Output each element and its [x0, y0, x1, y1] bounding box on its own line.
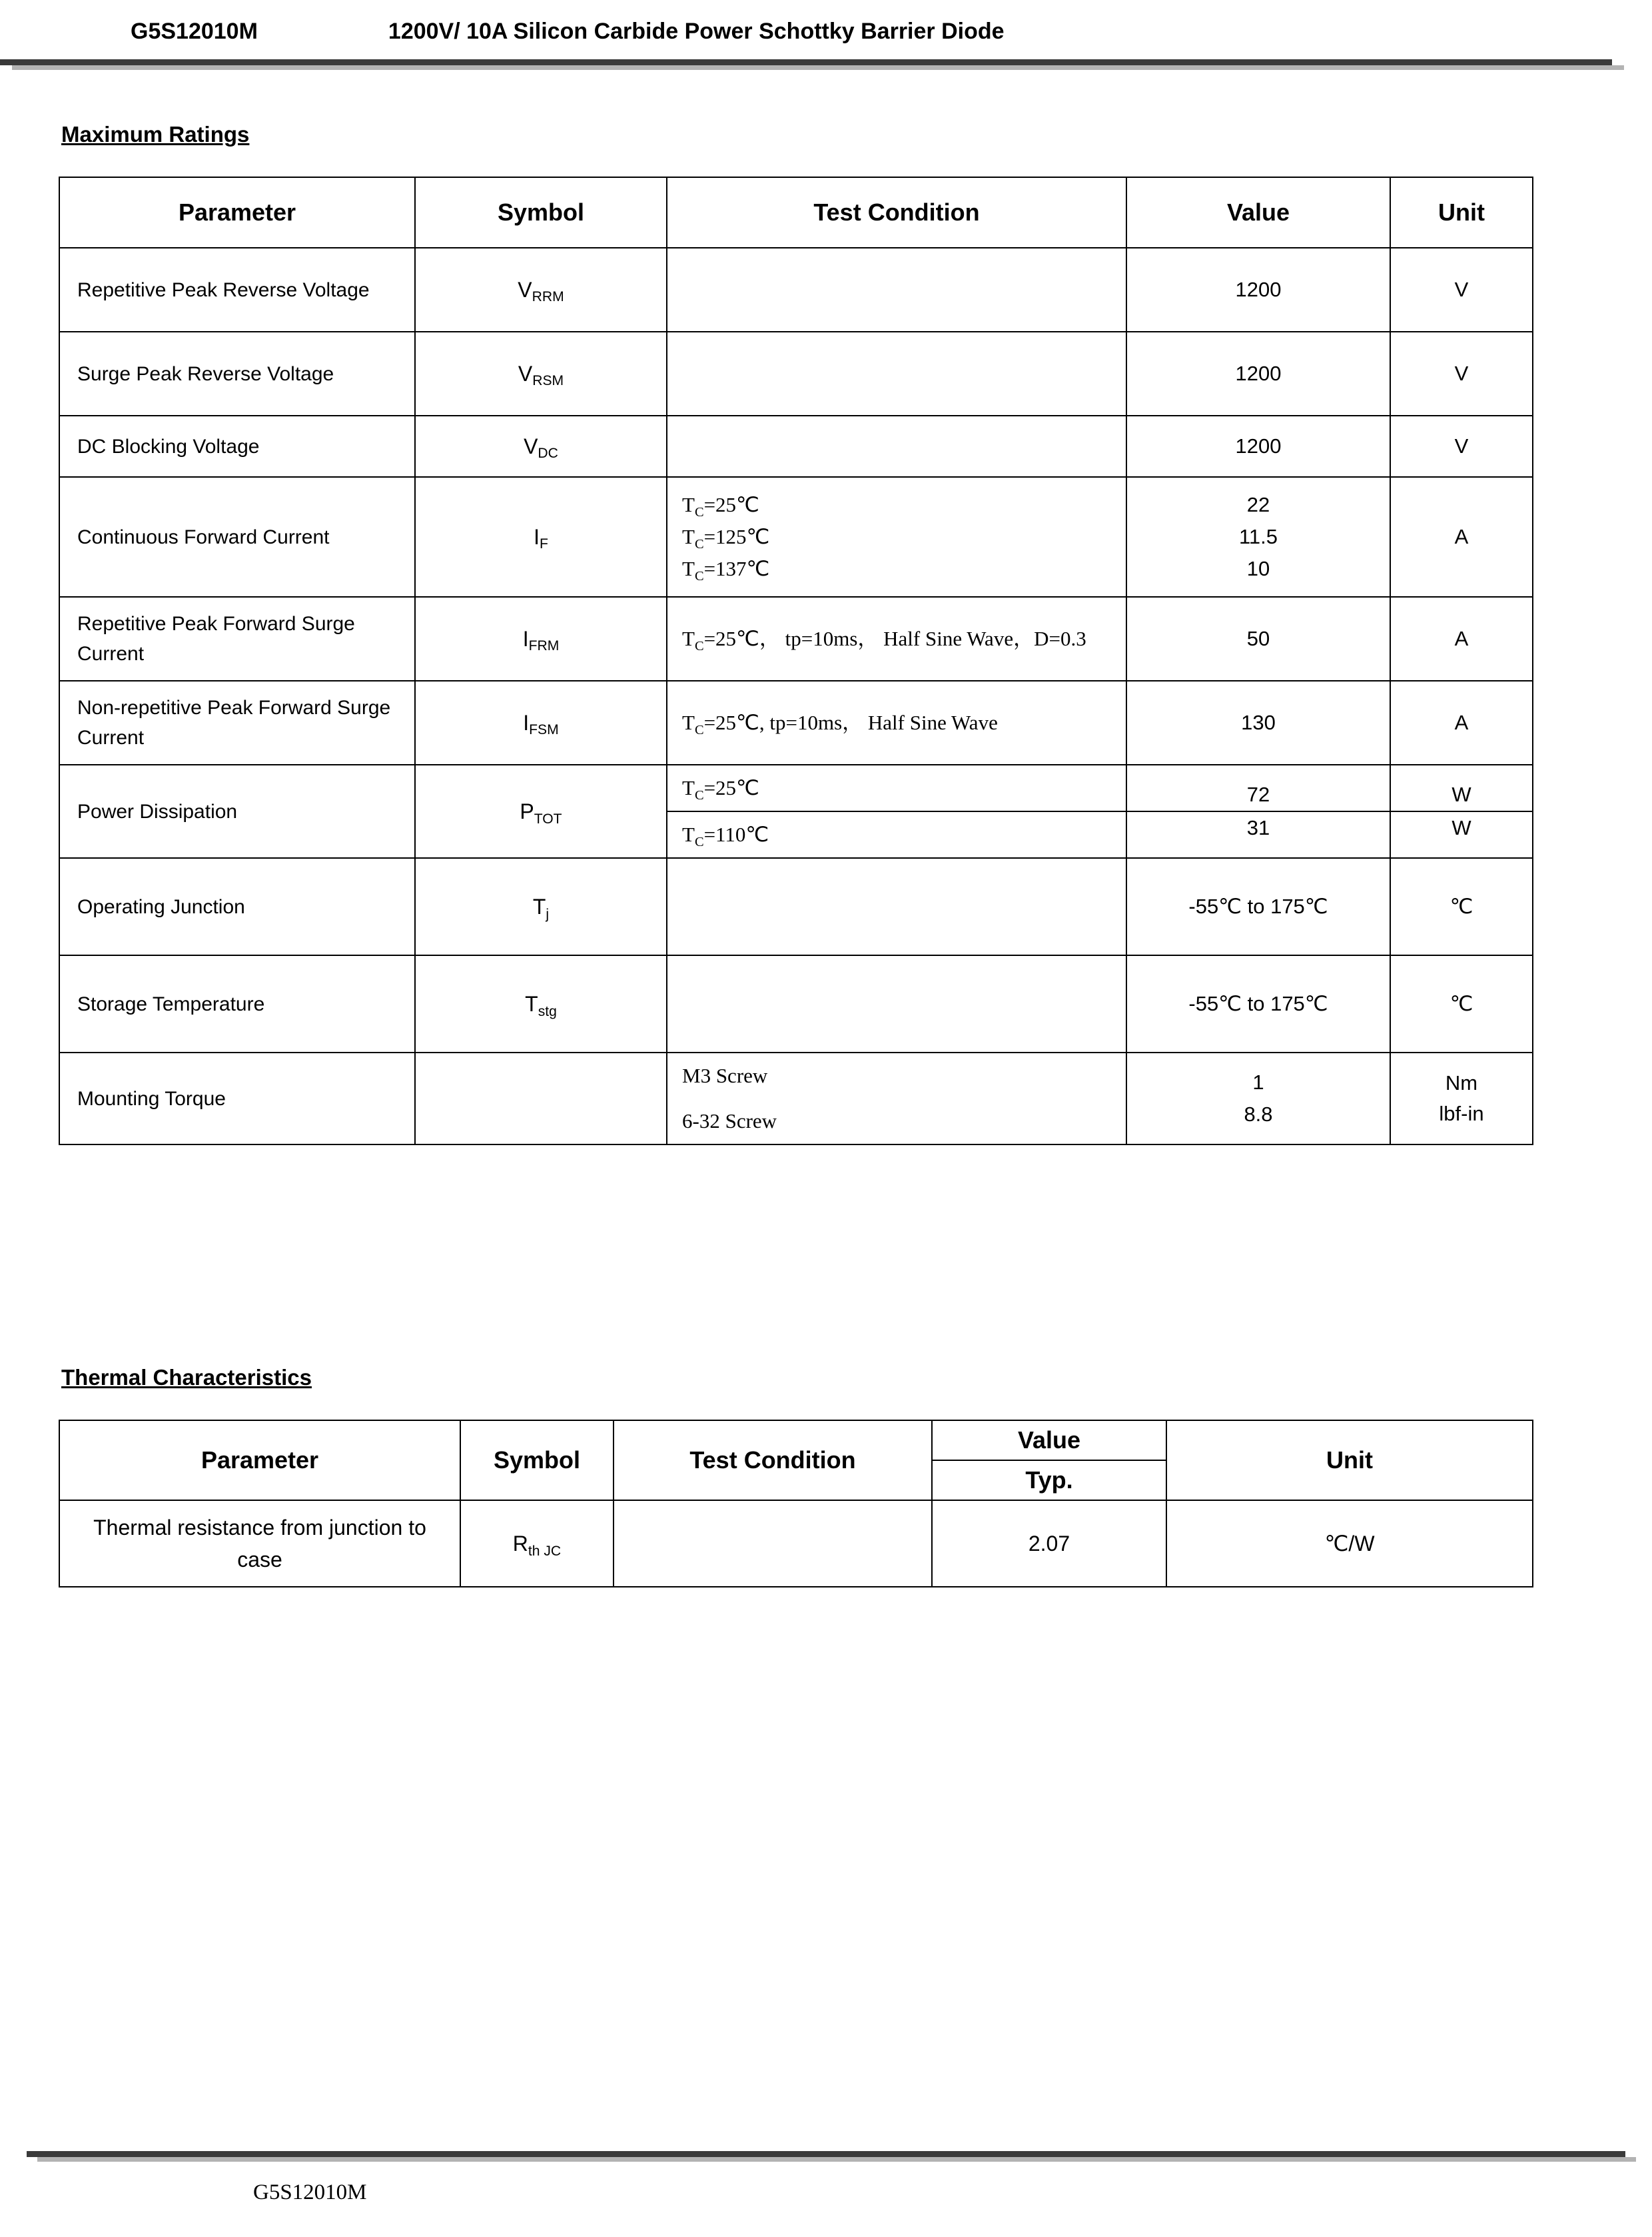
header-divider-shadow	[12, 65, 1624, 70]
cell-symbol	[415, 765, 667, 858]
table-row	[59, 1500, 1533, 1587]
cell-value	[1126, 477, 1390, 597]
cell-unit: A	[1390, 597, 1533, 681]
column-header-unit: Unit	[1166, 1420, 1533, 1500]
cell-symbol	[415, 1053, 667, 1144]
column-header-unit: Unit	[1390, 177, 1533, 248]
value-line: 10	[1246, 557, 1270, 581]
column-header-value: Value	[1126, 177, 1390, 248]
cell-parameter: Continuous Forward Current	[59, 477, 415, 597]
cell-parameter: Mounting Torque	[59, 1053, 415, 1144]
cell-parameter: Repetitive Peak Forward Surge Current	[59, 597, 415, 681]
table-row	[59, 765, 1533, 858]
cell-value: 130	[1126, 681, 1390, 765]
unit-sub-cell: W	[1451, 816, 1471, 840]
condition-subscript: C	[694, 638, 704, 654]
cell-value: 1200	[1126, 248, 1390, 332]
condition-text: =125℃	[703, 524, 770, 548]
cell-parameter: Surge Peak Reverse Voltage	[59, 332, 415, 416]
condition-text: =25℃	[703, 492, 759, 516]
cell-test-condition	[667, 858, 1126, 955]
cell-parameter: Storage Temperature	[59, 955, 415, 1053]
thermal-characteristics-table	[59, 1420, 1533, 1587]
symbol-subscript: F	[539, 536, 548, 552]
symbol-base: V	[518, 361, 533, 386]
table-row	[59, 248, 1533, 332]
symbol-subscript: DC	[538, 446, 558, 462]
symbol-subscript: FRM	[528, 638, 560, 654]
nested-value-table	[1127, 1067, 1390, 1130]
footer-divider	[27, 2151, 1652, 2162]
column-header-parameter: Parameter	[59, 177, 415, 248]
table-row	[59, 1053, 1533, 1144]
table-row	[59, 858, 1533, 955]
value-sub-cell: 31	[1246, 816, 1270, 840]
symbol-base: I	[523, 710, 530, 735]
symbol-subscript: stg	[538, 1003, 557, 1019]
cell-parameter: Power Dissipation	[59, 765, 415, 858]
condition-text: =110℃	[703, 823, 769, 847]
nested-value-table	[1127, 779, 1390, 844]
footer-divider-bar	[27, 2151, 1625, 2157]
value-line: 22	[1246, 492, 1270, 516]
value-line: 11.5	[1238, 524, 1278, 548]
header-divider	[0, 59, 1652, 70]
cell-test-condition	[667, 477, 1126, 597]
value-sub-cell: 8.8	[1244, 1103, 1273, 1126]
cell-unit	[1390, 765, 1533, 858]
cell-value: -55℃ to 175℃	[1126, 955, 1390, 1053]
cell-parameter: Non-repetitive Peak Forward Surge Current	[59, 681, 415, 765]
table-row	[59, 597, 1533, 681]
cell-unit: ℃	[1390, 955, 1533, 1053]
condition-text: =25℃， tp=10ms， Half Sine Wave，D=0.3	[703, 626, 1086, 650]
condition-text: =25℃	[703, 776, 759, 799]
cell-test-condition	[667, 332, 1126, 416]
condition-text: =25℃, tp=10ms， Half Sine Wave	[703, 710, 998, 734]
cell-symbol	[415, 955, 667, 1053]
table-header-row	[59, 177, 1533, 248]
footer-divider-shadow	[37, 2157, 1636, 2162]
value-sub-cell: 1	[1252, 1071, 1264, 1095]
cell-value: 1200	[1126, 416, 1390, 477]
value-sub-cell: 72	[1127, 779, 1390, 811]
condition-line: $T_C=25℃$	[682, 492, 759, 520]
cell-value: 50	[1126, 597, 1390, 681]
column-header-test-condition: Test Condition	[614, 1420, 932, 1500]
cell-value: -55℃ to 175℃	[1126, 858, 1390, 955]
symbol-base: P	[520, 799, 534, 823]
cell-value: 2.07	[932, 1500, 1166, 1587]
condition-subscript: C	[694, 504, 704, 520]
cell-symbol	[415, 332, 667, 416]
table-header-row	[59, 1420, 1533, 1460]
maximum-ratings-table	[59, 177, 1533, 1145]
cell-unit: ℃	[1390, 858, 1533, 955]
thermal-characteristics-title: Thermal Characteristics	[61, 1365, 312, 1390]
cell-symbol	[460, 1500, 614, 1587]
cell-unit	[1390, 1053, 1533, 1144]
symbol-base: V	[518, 277, 532, 302]
symbol-base: R	[512, 1531, 528, 1556]
footer-part-number: G5S12010M	[253, 2180, 367, 2204]
condition-subscript: C	[694, 722, 704, 737]
cell-value: 1200	[1126, 332, 1390, 416]
symbol-subscript: FSM	[529, 722, 559, 738]
cell-value	[1126, 1053, 1390, 1144]
condition-sub-cell: 6-32 Screw	[682, 1109, 777, 1133]
table-row	[59, 955, 1533, 1053]
symbol-base: T	[525, 991, 538, 1016]
header-part-number: G5S12010M	[131, 19, 258, 44]
cell-symbol	[415, 681, 667, 765]
nested-unit-table	[1391, 779, 1532, 844]
symbol-subscript: j	[546, 906, 550, 922]
table-row	[59, 477, 1533, 597]
cell-test-condition	[667, 955, 1126, 1053]
table-row	[59, 332, 1533, 416]
column-header-value: Value	[932, 1420, 1166, 1460]
condition-line: $T_C=125℃$	[682, 524, 770, 552]
condition-sub-cell: M3 Screw	[682, 1064, 768, 1088]
symbol-base: V	[524, 434, 538, 458]
header-title: 1200V/ 10A Silicon Carbide Power Schottky Barrier Diode	[388, 19, 1005, 44]
column-header-symbol: Symbol	[460, 1420, 614, 1500]
cell-parameter: Thermal resistance from junction to case	[59, 1500, 460, 1587]
cell-unit: A	[1390, 681, 1533, 765]
symbol-subscript: RRM	[532, 289, 564, 305]
cell-unit: V	[1390, 248, 1533, 332]
condition-sub-cell: $T_C=110℃$	[682, 823, 769, 849]
cell-parameter: Repetitive Peak Reverse Voltage	[59, 248, 415, 332]
cell-symbol	[415, 477, 667, 597]
cell-symbol	[415, 248, 667, 332]
condition-subscript: C	[694, 787, 704, 803]
symbol-subscript: TOT	[534, 811, 562, 827]
symbol-base: I	[534, 524, 540, 549]
symbol-subscript: th JC	[528, 1543, 562, 1559]
page-footer	[0, 2151, 1652, 2205]
condition-subscript: C	[694, 568, 704, 584]
cell-test-condition	[667, 416, 1126, 477]
cell-test-condition	[667, 248, 1126, 332]
page-header	[0, 0, 1652, 45]
condition-subscript: C	[694, 536, 704, 552]
cell-test-condition	[667, 765, 1126, 858]
cell-symbol	[415, 858, 667, 955]
column-header-parameter: Parameter	[59, 1420, 460, 1500]
cell-unit: V	[1390, 416, 1533, 477]
nested-condition-table	[667, 765, 1126, 857]
cell-unit: A	[1390, 477, 1533, 597]
symbol-base: T	[532, 894, 546, 919]
maximum-ratings-title: Maximum Ratings	[61, 122, 250, 147]
unit-sub-cell: W	[1391, 779, 1532, 811]
condition-subscript: C	[694, 834, 704, 849]
table-row	[59, 681, 1533, 765]
unit-sub-cell: lbf-in	[1439, 1102, 1484, 1126]
cell-symbol	[415, 597, 667, 681]
cell-symbol	[415, 416, 667, 477]
condition-sub-cell: $T_C=25℃$	[667, 765, 1126, 811]
condition-text: =137℃	[703, 557, 770, 581]
header-divider-bar	[0, 59, 1612, 65]
cell-parameter: Operating Junction	[59, 858, 415, 955]
column-header-typ: Typ.	[932, 1460, 1166, 1500]
symbol-base: I	[522, 626, 529, 651]
unit-sub-cell: Nm	[1445, 1071, 1478, 1095]
cell-unit: V	[1390, 332, 1533, 416]
nested-condition-table	[667, 1053, 1126, 1144]
nested-unit-table	[1391, 1068, 1532, 1129]
cell-test-condition: $T_C=25℃$， tp=10ms， Half Sine Wave，D=0.3	[667, 597, 1126, 681]
column-header-symbol: Symbol	[415, 177, 667, 248]
cell-value	[1126, 765, 1390, 858]
cell-test-condition	[667, 1053, 1126, 1144]
condition-line: $T_C=137℃$	[682, 557, 770, 584]
table-row	[59, 416, 1533, 477]
cell-parameter: DC Blocking Voltage	[59, 416, 415, 477]
column-header-test-condition: Test Condition	[667, 177, 1126, 248]
cell-test-condition: $T_C=25℃$, tp=10ms， Half Sine Wave	[667, 681, 1126, 765]
cell-test-condition	[614, 1500, 932, 1587]
cell-unit: ℃/W	[1166, 1500, 1533, 1587]
symbol-subscript: RSM	[532, 373, 564, 389]
